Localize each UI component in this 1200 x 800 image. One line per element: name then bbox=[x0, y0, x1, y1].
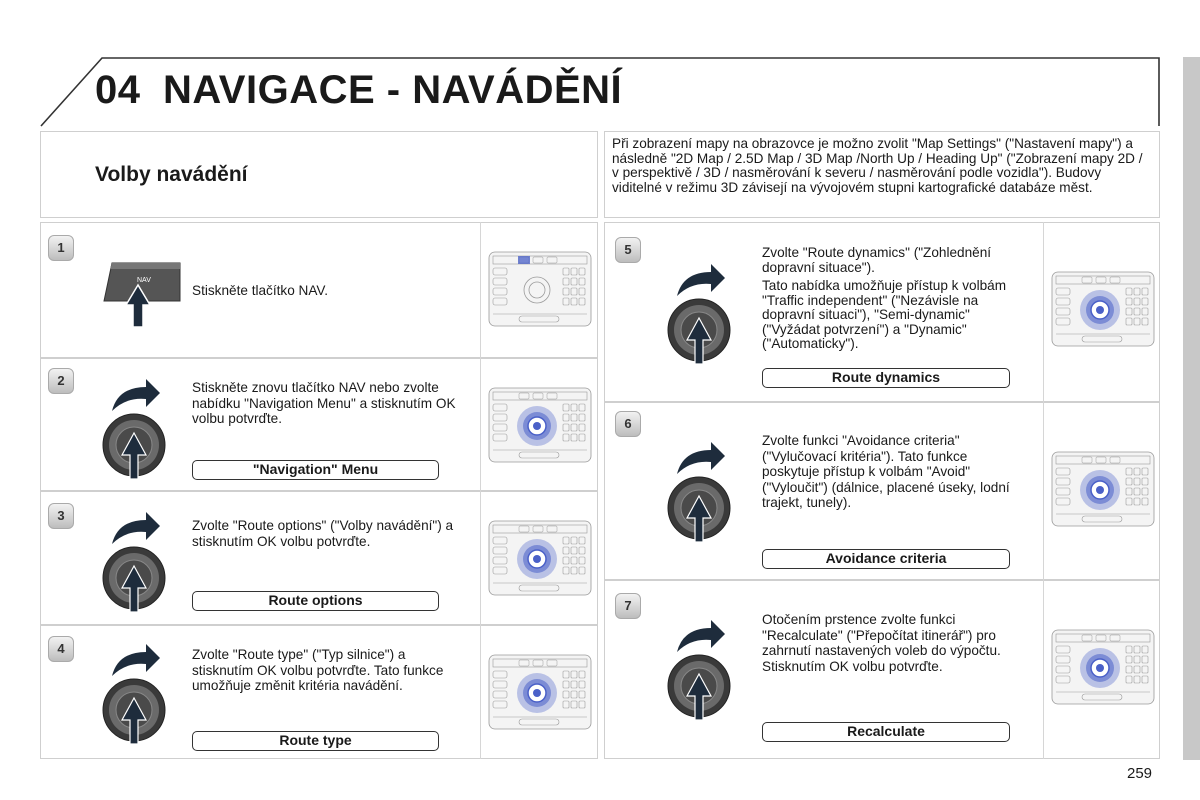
page-title: NAVIGACE - NAVÁDĚNÍ bbox=[163, 68, 623, 112]
step-1-badge: 1 bbox=[48, 235, 74, 261]
route-options-label: Route options bbox=[192, 591, 439, 611]
rotary-knob-icon bbox=[100, 506, 170, 616]
step-3-screen-thumbnail bbox=[480, 491, 599, 625]
step-4-badge: 4 bbox=[48, 636, 74, 662]
step-3-badge: 3 bbox=[48, 503, 74, 529]
avoidance-criteria-label: Avoidance criteria bbox=[762, 549, 1010, 569]
section-title: Volby navádění bbox=[95, 163, 248, 186]
step-3-text: Zvolte "Route options" ("Volby navádění") a stisknutím OK volbu potvrďte. bbox=[192, 518, 454, 549]
route-dynamics-label: Route dynamics bbox=[762, 368, 1010, 388]
step-7-screen-thumbnail bbox=[1043, 580, 1161, 759]
recalculate-label: Recalculate bbox=[762, 722, 1010, 742]
step-4-screen-thumbnail bbox=[480, 625, 599, 759]
rotary-knob-icon bbox=[665, 436, 735, 546]
step-2-screen-thumbnail bbox=[480, 358, 599, 491]
nav-button-label: NAV bbox=[137, 277, 151, 284]
step-1-text: Stiskněte tlačítko NAV. bbox=[192, 283, 329, 298]
chapter-number: 04 bbox=[95, 68, 141, 112]
intro-text: Při zobrazení mapy na obrazovce je možno zvolit "Map Settings" ("Nastavení mapy") a následně "2D Map / 2.5D Map / 3D Map /North Up / Heading Up" ("Zobrazení mapy 2D / v perspektivě / 3D / nasměrování k severu / nasměrování podle vozidla"). Budovy viditelné v režimu 3D závisejí na vývojovém stupni kartografické databáze měst. bbox=[604, 131, 1160, 218]
step-7-text: Otočením prstence zvolte funkci "Recalculate" ("Přepočítat itinerář") pro zahrnutí nastavených voleb do výpočtu. Stisknutím OK volbu potvrďte. bbox=[762, 612, 1001, 674]
rotary-knob-icon bbox=[665, 258, 735, 368]
step-6-screen-thumbnail bbox=[1043, 402, 1161, 580]
step-2-badge: 2 bbox=[48, 368, 74, 394]
step-2-text: Stiskněte znovu tlačítko NAV nebo zvolte nabídku "Navigation Menu" a stisknutím OK volbu potvrďte. bbox=[192, 380, 456, 427]
route-type-label: Route type bbox=[192, 731, 439, 751]
step-6-text: Zvolte funkci "Avoidance criteria" ("Vylučovací kritéria"). Tato funkce poskytuje přístup k volbám "Avoid" ("Vyloučit") (dálnice, placené úseky, lodní trajekt, tunely). bbox=[762, 433, 1010, 511]
step-7-badge: 7 bbox=[615, 593, 641, 619]
step-6-badge: 6 bbox=[615, 411, 641, 437]
step-5-text-a: Zvolte "Route dynamics" ("Zohlednění dopravní situace"). bbox=[762, 245, 992, 275]
step-5-badge: 5 bbox=[615, 237, 641, 263]
step-4-text: Zvolte "Route type" ("Typ silnice") a stisknutím OK volbu potvrďte. Tato funkce umožňuje změnit kritéria navádění. bbox=[192, 647, 444, 694]
rotary-knob-icon bbox=[100, 638, 170, 748]
step-1-screen-thumbnail bbox=[480, 222, 599, 358]
chapter-sidebar-tab bbox=[1183, 57, 1200, 760]
page-number: 259 bbox=[1127, 765, 1153, 782]
navigation-menu-label: "Navigation" Menu bbox=[192, 460, 439, 480]
step-5-screen-thumbnail bbox=[1043, 222, 1161, 402]
step-5-text-b: Tato nabídka umožňuje přístup k volbám "Traffic independent" ("Nezávisle na dopravní situaci"), "Semi-dynamic" ("Vyžádat potvrzení") a "Dynamic" ("Automaticky"). bbox=[762, 278, 1007, 352]
nav-button-icon bbox=[100, 255, 190, 335]
rotary-knob-icon bbox=[100, 373, 170, 483]
rotary-knob-icon bbox=[665, 614, 735, 724]
